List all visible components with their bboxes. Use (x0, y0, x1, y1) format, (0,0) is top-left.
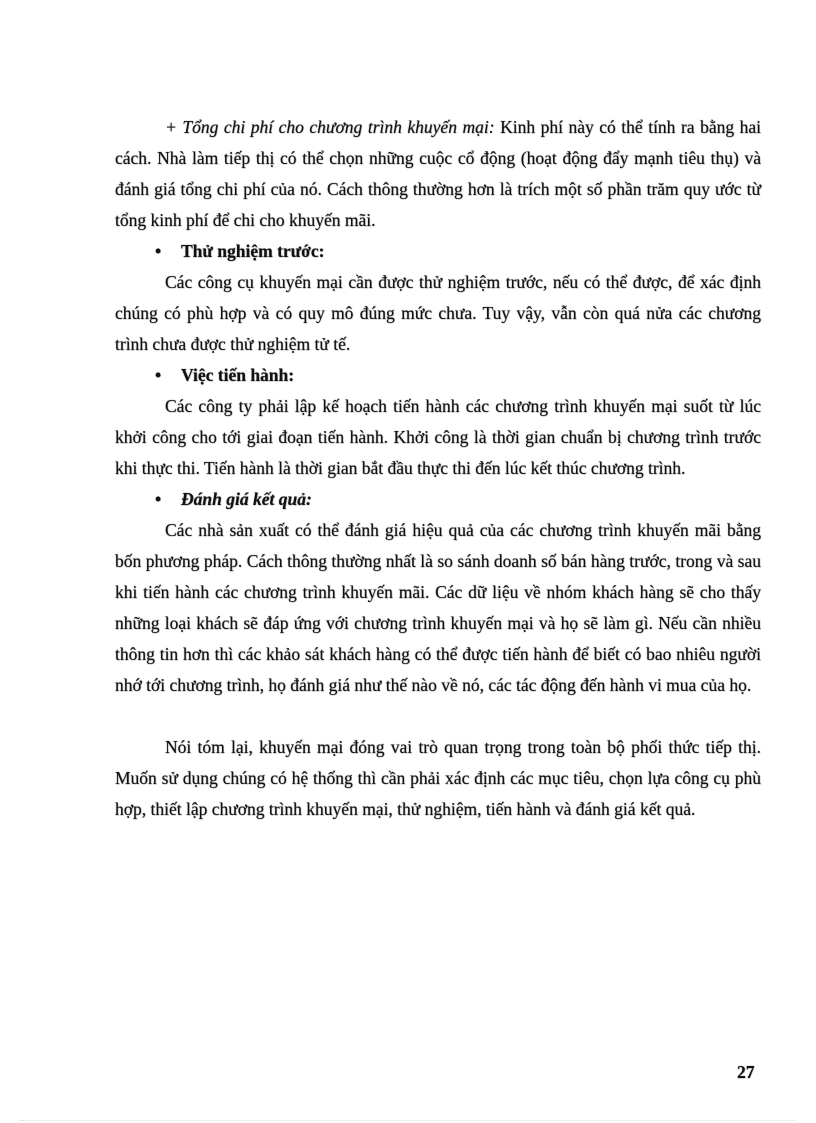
bullet-heading-pretest (115, 236, 761, 267)
section-heading: Việc tiến hành: (181, 365, 295, 385)
paragraph-implementation: Các công ty phải lập kế hoạch tiến hành các chương trình khuyến mại suốt từ lúc khởi công cho tới giai đoạn tiến hành. Khởi công là thời gian chuẩn bị chương trình trước khi thực thi. Tiến hành là thời gian bắt đầu thực thi đến lúc kết thúc chương trình. (115, 396, 761, 478)
bullet-heading-implementation (115, 360, 761, 391)
bullet-icon: • (155, 489, 162, 509)
bullet-heading-evaluation (115, 484, 761, 515)
paragraph-evaluation: Các nhà sản xuất có thể đánh giá hiệu quả của các chương trình khuyến mãi bằng bốn phương pháp. Cách thông thường nhất là so sánh doanh số bán hàng trước, trong và sau khi tiến hành các chương trình khuyến mãi. Các dữ liệu về nhóm khách hàng sẽ cho thấy những loại khách sẽ đáp ứng với chương trình khuyến mại và họ sẽ làm gì. Nếu cần nhiều thông tin hơn thì các khảo sát khách hàng có thể được tiến hành để biết có bao nhiêu người nhớ tới chương trình, họ đánh giá như thế nào về nó, các tác động đến hành vi mua của họ. (115, 520, 761, 695)
paragraph-lead-italic: + Tổng chi phí cho chương trình khuyến mại: (165, 117, 495, 137)
paragraph-total-cost (115, 112, 761, 236)
section-heading: Đánh giá kết quả: (181, 489, 312, 509)
page-number: 27 (737, 1062, 755, 1082)
section-heading: Thử nghiệm trước: (181, 241, 325, 261)
paragraph-pretest: Các công cụ khuyến mại cần được thử nghiệm trước, nếu có thể được, để xác định chúng có phù hợp và có quy mô đúng mức chưa. Tuy vậy, vẫn còn quá nửa các chương trình chưa được thử nghiệm tử tế. (115, 272, 761, 354)
bullet-icon: • (155, 241, 162, 261)
paragraph-conclusion: Nói tóm lại, khuyến mại đóng vai trò quan trọng trong toàn bộ phối thức tiếp thị. Muốn sử dụng chúng có hệ thống thì cần phải xác định các mục tiêu, chọn lựa công cụ phù hợp, thiết lập chương trình khuyến mại, thử nghiệm, tiến hành và đánh giá kết quả. (115, 737, 761, 819)
bullet-icon: • (155, 365, 162, 385)
body-text (115, 112, 761, 825)
page-bottom-divider (20, 1120, 796, 1121)
paragraph-text: Kinh phí này có thể tính ra bằng hai cách. Nhà làm tiếp thị có thể chọn những cuộc cổ động (hoạt động đẩy mạnh tiêu thụ) và đánh giá tổng chi phí của nó. Cách thông thường hơn là trích một số phần trăm quy ước từ tổng kinh phí để chi cho khuyến mãi. (115, 117, 761, 230)
paragraph-gap (115, 701, 761, 732)
